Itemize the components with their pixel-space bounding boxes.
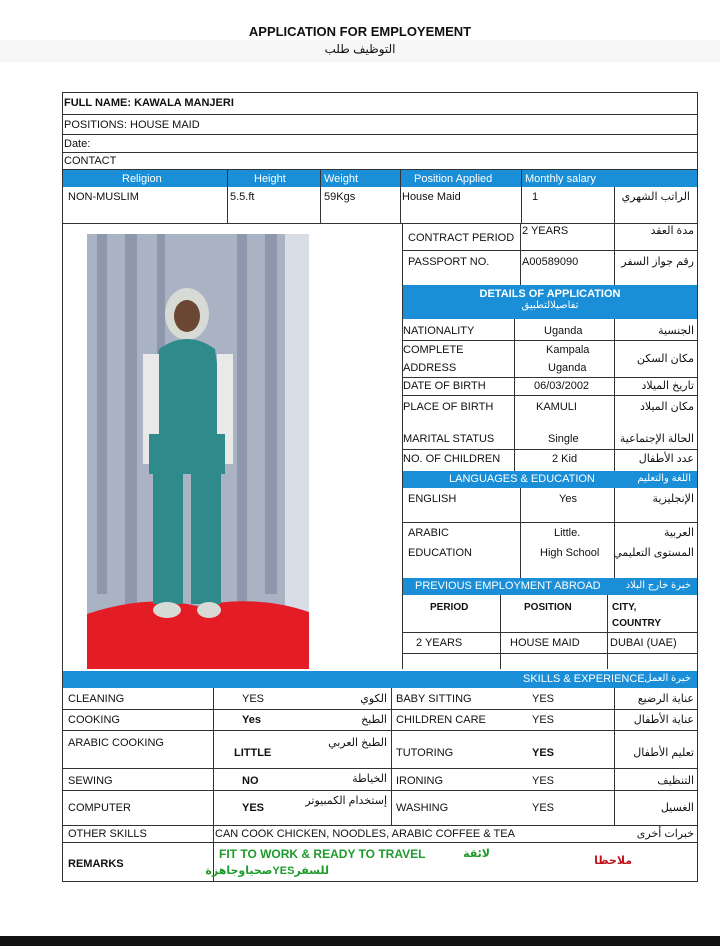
col-divider: [520, 488, 521, 578]
positions: POSITIONS: HOUSE MAID: [64, 119, 200, 131]
skill-arabic-cooking: ARABIC COOKING: [68, 737, 164, 749]
page-title-arabic: التوظيف طلب: [324, 42, 396, 56]
skill-cooking-value: Yes: [242, 714, 261, 726]
row-divider: [402, 449, 698, 450]
languages-header: LANGUAGES & EDUCATION: [449, 473, 595, 485]
header-salary: Monthly salary: [525, 173, 596, 185]
row-divider: [402, 377, 698, 378]
position-value: House Maid: [402, 191, 461, 203]
row-divider: [62, 223, 698, 224]
col-divider: [320, 170, 321, 223]
col-period: PERIOD: [430, 602, 469, 613]
arabic-label: ARABIC: [408, 527, 449, 539]
arabic-label-arabic: العربية: [663, 527, 694, 539]
skills-header: SKILLS & EXPERIENCE: [523, 673, 645, 685]
nationality-label: NATIONALITY: [403, 325, 475, 337]
languages-header-arabic: اللغة والتعليم: [637, 473, 691, 484]
english-label: ENGLISH: [408, 493, 457, 505]
weight-value: 59Kgs: [324, 191, 356, 203]
border-left: [62, 92, 63, 882]
marital-label: MARITAL STATUS: [403, 433, 495, 445]
col-divider: [227, 170, 228, 223]
header-position: Position Applied: [414, 173, 493, 185]
border-top: [62, 92, 698, 93]
salary-value: 1: [532, 191, 539, 203]
pob-label: PLACE OF BIRTH: [403, 401, 494, 413]
skill-baby-sitting-value: YES: [532, 693, 555, 705]
skill-sewing: SEWING: [68, 775, 113, 787]
col-divider: [614, 488, 615, 578]
row-divider: [62, 842, 698, 843]
skill-arabic-cooking-value: LITTLE: [234, 747, 272, 759]
marital-label-arabic: الحالة الإجتماعية: [619, 433, 694, 445]
skill-cleaning-value: YES: [242, 693, 265, 705]
header-weight: Weight: [324, 173, 359, 185]
contract-value: 2 YEARS: [522, 225, 569, 237]
nationality-value: Uganda: [544, 325, 583, 337]
employment-location: DUBAI (UAE): [610, 637, 677, 649]
contact-label: CONTACT: [64, 155, 117, 167]
salary-label-arabic: الراتب الشهري: [621, 191, 690, 203]
address-label: COMPLETE: [403, 344, 464, 356]
passport-label: PASSPORT NO.: [408, 256, 490, 268]
address-value: Kampala: [546, 344, 590, 356]
other-skills-label: OTHER SKILLS: [68, 828, 147, 840]
row-divider: [62, 790, 698, 791]
row-divider: [402, 250, 698, 251]
skill-tutoring: TUTORING: [396, 747, 454, 759]
row-divider: [62, 134, 698, 135]
col-country: COUNTRY: [612, 618, 662, 629]
row-divider: [62, 114, 698, 115]
address-label-line2: ADDRESS: [403, 362, 457, 374]
nationality-label-arabic: الجنسية: [658, 325, 694, 337]
skill-baby-sitting-arabic: عناية الرضيع: [637, 693, 694, 705]
skill-washing: WASHING: [396, 802, 449, 814]
col-divider: [520, 223, 521, 285]
children-label-arabic: عدد الأطفال: [638, 453, 694, 465]
remarks-line2: للسفرYESصحياوجاهزة: [205, 865, 329, 877]
skill-washing-arabic: الغسيل: [660, 802, 694, 814]
education-label: EDUCATION: [408, 547, 472, 559]
details-header: DETAILS OF APPLICATION: [479, 288, 621, 300]
skill-arabic-cooking-arabic: الطبخ العربي: [328, 737, 387, 749]
employment-header-arabic: خبرة خارج البلاد: [625, 580, 691, 591]
row-divider: [402, 340, 698, 341]
col-divider: [614, 223, 615, 285]
application-form: [62, 92, 698, 882]
skill-computer-value: YES: [242, 802, 265, 814]
skill-children-care-arabic: عناية الأطفال: [633, 714, 694, 726]
col-divider: [400, 170, 401, 223]
dob-label: DATE OF BIRTH: [403, 380, 486, 392]
row-divider: [62, 768, 698, 769]
skills-header-bar: [63, 671, 697, 688]
skill-tutoring-arabic: تعليم الأطفال: [633, 747, 694, 759]
col-divider: [213, 825, 214, 842]
skill-computer: COMPUTER: [68, 802, 131, 814]
skill-sewing-arabic: الخياطة: [352, 773, 387, 785]
page-title: APPLICATION FOR EMPLOYEMENT: [248, 24, 472, 39]
employment-position: HOUSE MAID: [510, 637, 580, 649]
employment-header-bar: [403, 578, 697, 595]
english-label-arabic: الإنجليزية: [652, 493, 694, 505]
address-label-arabic: مكان السكن: [636, 353, 694, 365]
row-divider: [402, 522, 698, 523]
row-divider: [62, 709, 698, 710]
date-label: Date:: [64, 138, 91, 150]
bottom-edge: [0, 936, 720, 946]
skill-ironing: IRONING: [396, 775, 444, 787]
education-value: High School: [540, 547, 600, 559]
col-divider: [521, 170, 522, 223]
employment-period: 2 YEARS: [416, 637, 463, 649]
skill-children-care-value: YES: [532, 714, 555, 726]
marital-value: Single: [548, 433, 579, 445]
education-label-arabic: المستوى التعليمي: [613, 547, 694, 559]
skill-cooking: COOKING: [68, 714, 120, 726]
border-bottom: [62, 881, 698, 882]
full-name: FULL NAME: KAWALA MANJERI: [64, 97, 234, 109]
header-religion: Religion: [122, 173, 162, 185]
skill-washing-value: YES: [532, 802, 555, 814]
remarks-line1: FIT TO WORK & READY TO TRAVEL: [219, 847, 426, 861]
english-value: Yes: [559, 493, 577, 505]
skill-tutoring-value: YES: [532, 747, 555, 759]
skill-baby-sitting: BABY SITTING: [396, 693, 472, 705]
passport-value: A00589090: [522, 256, 579, 268]
height-value: 5.5.ft: [230, 191, 255, 203]
contract-label-arabic: مدة العقد: [650, 225, 694, 237]
row-divider: [402, 395, 698, 396]
skill-sewing-value: NO: [242, 775, 259, 787]
pob-label-arabic: مكان الميلاد: [639, 401, 694, 413]
children-value: 2 Kid: [552, 453, 578, 465]
religion-value: NON-MUSLIM: [68, 191, 139, 203]
row-divider: [402, 632, 698, 633]
row-divider: [402, 653, 698, 654]
other-skills-arabic: خبرات أخرى: [636, 828, 694, 840]
row-divider: [62, 730, 698, 731]
col-divider: [614, 187, 615, 223]
skill-ironing-value: YES: [532, 775, 555, 787]
remarks-label: REMARKS: [68, 858, 124, 870]
remarks-arabic: ملاحظا: [594, 855, 632, 867]
col-position: POSITION: [524, 602, 572, 613]
skill-ironing-arabic: التنظيف: [657, 775, 694, 787]
arabic-value: Little.: [554, 527, 581, 539]
row-divider: [62, 152, 698, 153]
skill-computer-arabic: إستخدام الكمبيوتر: [305, 795, 387, 807]
skill-cooking-arabic: الطبخ: [361, 714, 387, 726]
skill-children-care: CHILDREN CARE: [396, 714, 486, 726]
row-divider: [62, 825, 698, 826]
languages-header-bar: [403, 471, 697, 488]
other-skills-value: CAN COOK CHICKEN, NOODLES, ARABIC COFFEE & TEA: [215, 828, 515, 840]
employment-header: PREVIOUS EMPLOYMENT ABROAD: [415, 580, 601, 592]
children-label: NO. OF CHILDREN: [403, 453, 501, 465]
header-height: Height: [254, 173, 286, 185]
dob-label-arabic: تاريخ الميلاد: [641, 380, 694, 392]
details-header-bar: [403, 285, 697, 319]
border-right: [697, 92, 698, 882]
applicant-photo: [87, 234, 309, 669]
skills-header-arabic: خبرة العمل: [644, 673, 691, 684]
details-header-arabic: تفاصيلالتطبيق: [521, 300, 579, 311]
remarks-line1-arabic: لائقة: [463, 848, 490, 860]
address-value-line2: Uganda: [548, 362, 587, 374]
passport-label-arabic: رقم جواز السفر: [621, 256, 694, 268]
skill-cleaning: CLEANING: [68, 693, 125, 705]
skill-cleaning-arabic: الكوي: [360, 693, 387, 705]
dob-value: 06/03/2002: [534, 380, 590, 392]
col-city: CITY,: [612, 602, 637, 613]
pob-value: KAMULI: [536, 401, 577, 413]
contract-label: CONTRACT PERIOD: [408, 232, 515, 244]
